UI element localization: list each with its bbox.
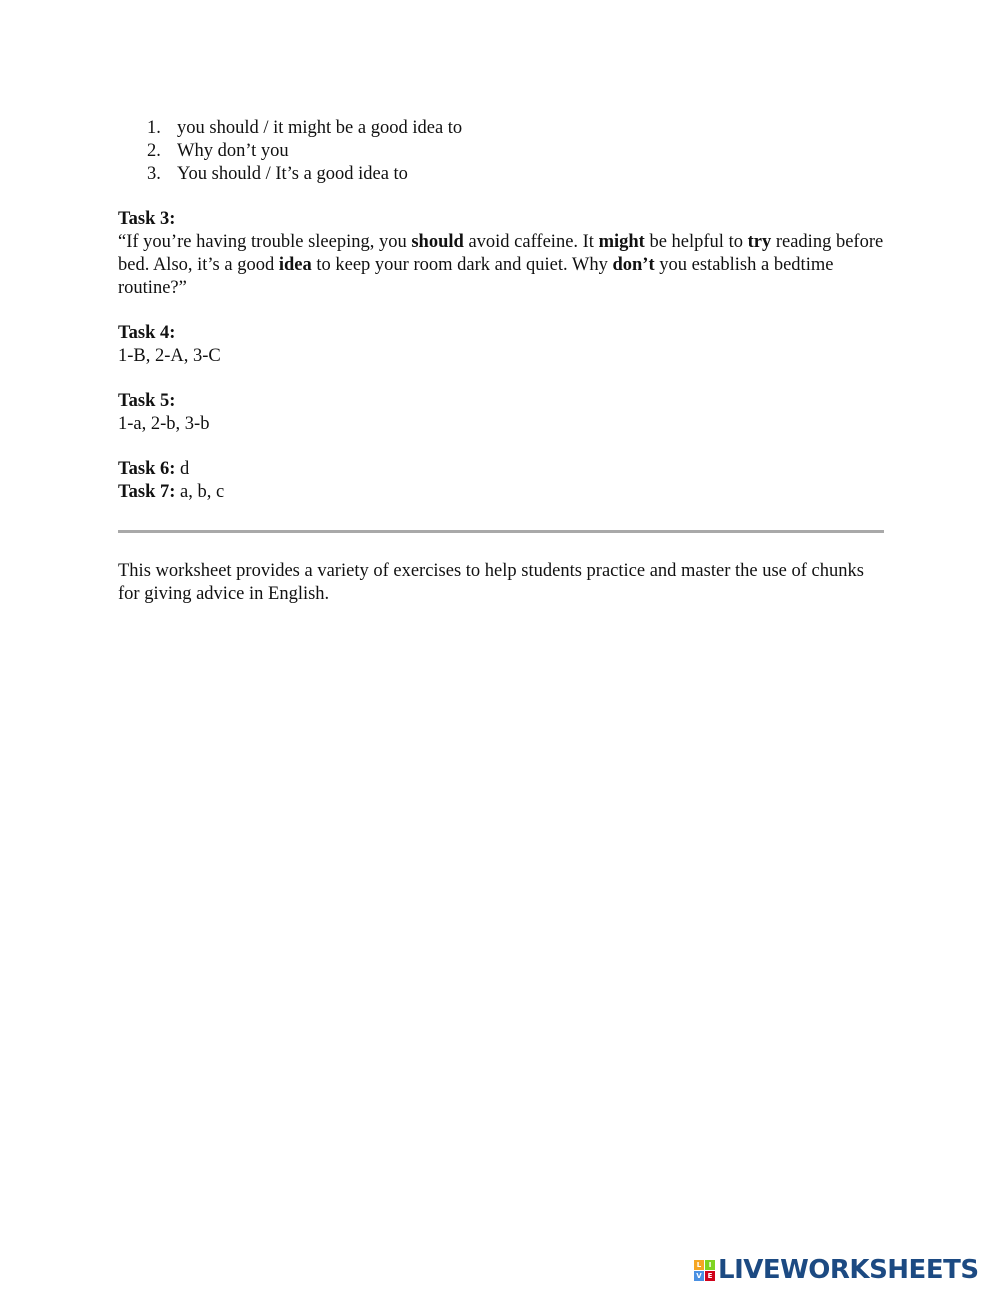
logo-letter: E — [705, 1271, 715, 1281]
task7-heading: Task 7: — [118, 482, 176, 502]
logo-letter: L — [694, 1260, 704, 1270]
list-item-number: 1. — [147, 118, 161, 138]
task4-answer: 1-B, 2-A, 3-C — [118, 346, 221, 366]
list-item-number: 3. — [147, 164, 161, 184]
task5-heading: Task 5: — [118, 391, 176, 411]
list-item-text: Why don’t you — [177, 141, 289, 161]
liveworksheets-logo-icon — [694, 1260, 715, 1281]
task3-heading: Task 3: — [118, 209, 176, 229]
task3-bold-word: should — [411, 232, 464, 252]
list-item-number: 2. — [147, 141, 161, 161]
task3-text: “If you’re having trouble sleeping, you — [118, 232, 412, 252]
list-item — [118, 117, 884, 140]
horizontal-divider — [118, 530, 884, 533]
task3-text: avoid caffeine. It — [463, 232, 599, 252]
list-item — [118, 140, 884, 163]
task6-section — [118, 458, 884, 481]
task5-section — [118, 390, 884, 436]
task3-text: reading before bed. Also, it’s a good — [118, 232, 884, 275]
task3-bold-word: idea — [278, 255, 312, 275]
task3-bold-word: try — [747, 232, 772, 252]
task5-answer: 1-a, 2-b, 3-b — [118, 414, 210, 434]
closing-paragraph: This worksheet provides a variety of exercises to help students practice and master the use of chunks for giving advice in English. — [118, 561, 864, 604]
task4-heading: Task 4: — [118, 323, 176, 343]
task7-section — [118, 481, 884, 504]
task3-paragraph — [118, 231, 884, 300]
logo-letter: I — [705, 1260, 715, 1270]
task2-answer-list — [118, 117, 884, 186]
task3-text: you establish a bedtime routine?” — [118, 255, 834, 298]
brand-wordmark: LIVEWORKSHEETS — [718, 1255, 979, 1285]
task3-text: be helpful to — [644, 232, 748, 252]
task7-answer: a, b, c — [175, 482, 225, 502]
task6-heading: Task 6: — [118, 459, 176, 479]
list-item — [118, 163, 884, 186]
list-item-text: You should / It’s a good idea to — [177, 164, 408, 184]
task3-text: to keep your room dark and quiet. Why — [311, 255, 613, 275]
liveworksheets-brand — [694, 1257, 979, 1283]
logo-letter: V — [694, 1271, 704, 1281]
worksheet-page — [118, 117, 884, 606]
task4-section — [118, 322, 884, 368]
task3-bold-word: might — [598, 232, 645, 252]
task6-answer: d — [175, 459, 190, 479]
task3-section — [118, 208, 884, 300]
task3-bold-word: don’t — [612, 255, 655, 275]
list-item-text: you should / it might be a good idea to — [177, 118, 463, 138]
